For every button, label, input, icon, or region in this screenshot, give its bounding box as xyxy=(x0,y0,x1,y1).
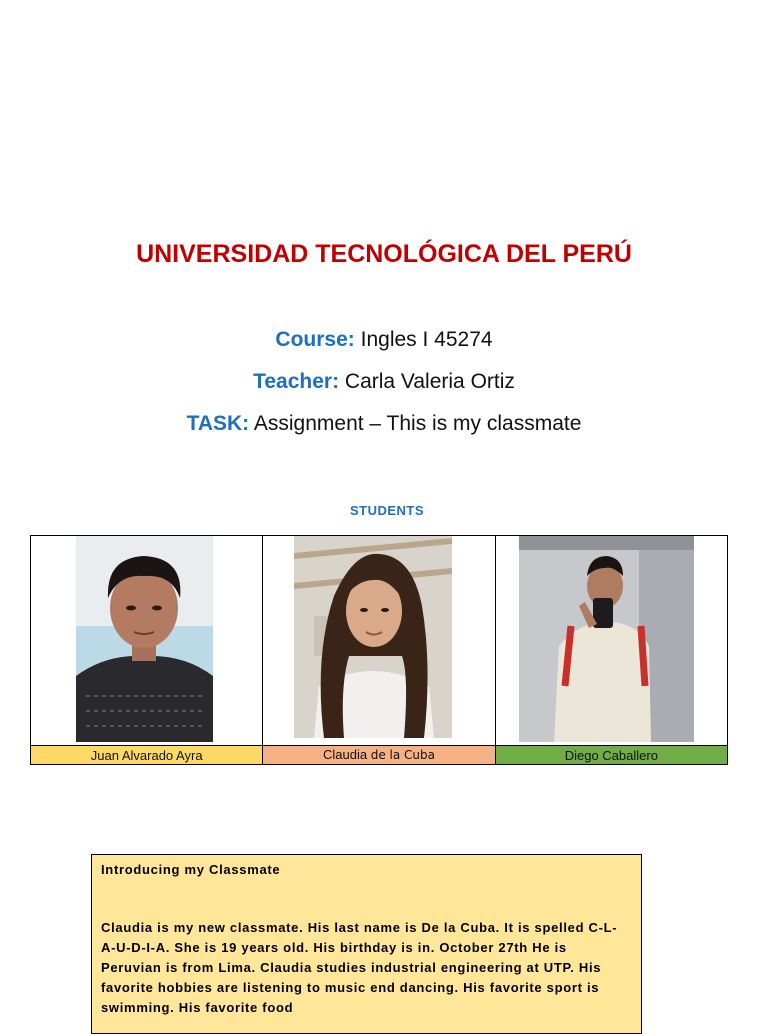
students-heading: STUDENTS xyxy=(349,503,425,518)
student-photo-claudia xyxy=(294,536,452,738)
task-value: Assignment – This is my classmate xyxy=(253,412,582,435)
introduction-body: Claudia is my new classmate. His last name is De la Cuba. It is spelled C-L-A-U-D-I-A. She is 19 years old. His birthday is in. October 27th He is Peruvian is from Lima. Claudia studies industrial engineering at UTP. His favorite hobbies are listening to music end dancing. His favorite sport is swimming. His favorite food xyxy=(101,920,618,1015)
student-photo-diego xyxy=(519,536,694,742)
portrait-image xyxy=(294,536,452,738)
course-label: Course: xyxy=(275,328,355,351)
student-name-2: Claudia de la Cuba xyxy=(263,746,495,765)
teacher-line xyxy=(0,370,768,394)
task-line xyxy=(0,412,768,436)
student-photo-juan xyxy=(76,536,213,742)
task-label: TASK: xyxy=(186,412,250,435)
introduction-title: Introducing my Classmate xyxy=(101,862,281,877)
student-photo-cell-2 xyxy=(263,536,495,746)
portrait-image xyxy=(76,536,213,742)
student-name-3: Diego Caballero xyxy=(495,746,727,765)
introduction-box xyxy=(91,854,642,1034)
students-table xyxy=(30,535,728,765)
university-title: UNIVERSIDAD TECNOLÓGICA DEL PERÚ xyxy=(136,240,632,268)
student-photo-cell-1 xyxy=(31,536,263,746)
student-name-1: Juan Alvarado Ayra xyxy=(31,746,263,765)
student-photo-cell-3 xyxy=(495,536,727,746)
course-line xyxy=(0,328,768,352)
teacher-value: Carla Valeria Ortiz xyxy=(344,370,515,393)
course-value: Ingles I 45274 xyxy=(360,328,493,351)
teacher-label: Teacher: xyxy=(253,370,340,393)
portrait-image xyxy=(519,536,694,742)
